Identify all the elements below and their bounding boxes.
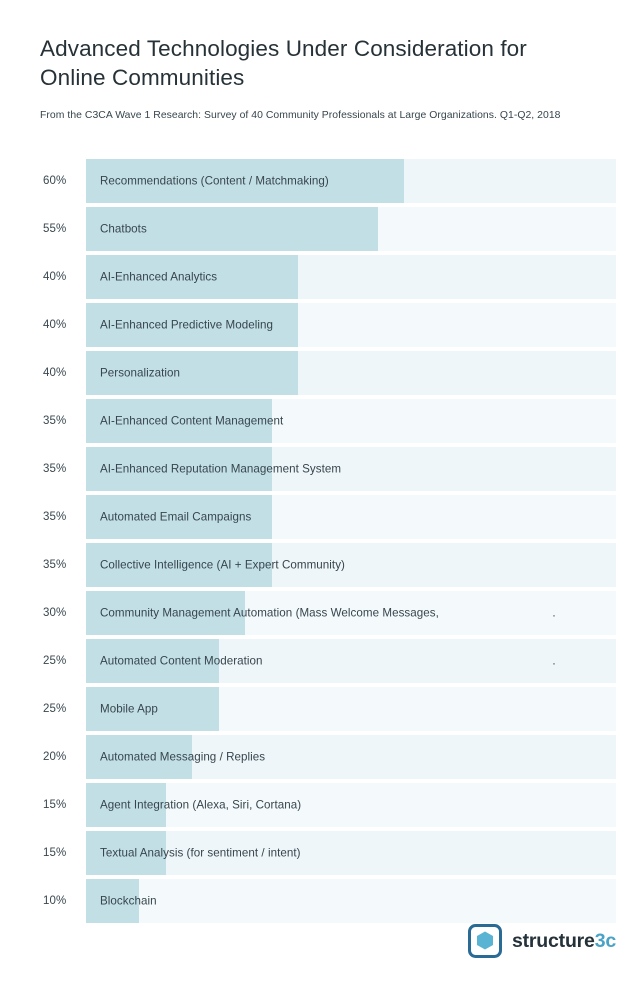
- chart-row: [40, 589, 616, 637]
- bar-track: [86, 351, 616, 395]
- chart-row: [40, 397, 616, 445]
- chart-row: [40, 157, 616, 205]
- chart-row: [40, 685, 616, 733]
- bar-value-label: 55%: [43, 223, 67, 235]
- bar-track: [86, 783, 616, 827]
- bar-category-label: Mobile App: [100, 702, 158, 716]
- bar-category-label: Personalization: [100, 366, 181, 380]
- bar-value-label: 30%: [43, 607, 67, 619]
- bar-value-label: 60%: [43, 175, 67, 187]
- chart-row: [40, 877, 616, 925]
- bar-category-label: Automated Content Moderation: [100, 654, 263, 668]
- chart-row: [40, 349, 616, 397]
- structure3c-logo-icon: [468, 924, 502, 958]
- row-annotation: .: [552, 654, 556, 668]
- bar-category-label: Automated Email Campaigns: [100, 510, 252, 524]
- bar-category-label: AI-Enhanced Reputation Management System: [100, 462, 342, 476]
- chart-row: [40, 829, 616, 877]
- bar-track: [86, 447, 616, 491]
- bar-track: [86, 159, 616, 203]
- bar-value-label: 40%: [43, 367, 67, 379]
- bar-value-label: 20%: [43, 751, 67, 763]
- chart-row: [40, 541, 616, 589]
- logo-word-structure: structure: [511, 929, 595, 952]
- chart-row: [40, 493, 616, 541]
- bar-track: [86, 495, 616, 539]
- bar-chart: [40, 157, 616, 925]
- chart-row: [40, 637, 616, 685]
- bar-value-label: 15%: [43, 847, 67, 859]
- bar-value-label: 40%: [43, 319, 67, 331]
- bar-track: [86, 687, 616, 731]
- bar-category-label: Agent Integration (Alexa, Siri, Cortana): [100, 798, 302, 812]
- bar-track: [86, 543, 616, 587]
- chart-row: [40, 445, 616, 493]
- bar-category-label: Recommendations (Content / Matchmaking): [100, 174, 329, 188]
- bar-value-label: 10%: [43, 895, 67, 907]
- row-annotation: .: [552, 606, 556, 620]
- bar-track: [86, 639, 616, 683]
- bar-value-label: 40%: [43, 271, 67, 283]
- bar-category-label: Chatbots: [100, 222, 147, 236]
- bar-value-label: 35%: [43, 559, 67, 571]
- chart-row: [40, 253, 616, 301]
- bar-track: [86, 399, 616, 443]
- bar-category-label: AI-Enhanced Predictive Modeling: [100, 318, 273, 332]
- bar-category-label: AI-Enhanced Content Management: [100, 414, 284, 428]
- footer-logo: [468, 924, 616, 958]
- chart-row: [40, 733, 616, 781]
- chart-row: [40, 301, 616, 349]
- bar-track: [86, 831, 616, 875]
- bar-value-label: 15%: [43, 799, 67, 811]
- logo-wordmark: [512, 930, 616, 953]
- bar-track: [86, 879, 616, 923]
- page-title: Advanced Technologies Under Consideration for Online Communities: [40, 36, 527, 90]
- bar-track: [86, 255, 616, 299]
- bar-category-label: Blockchain: [100, 894, 157, 908]
- bar-value-label: 35%: [43, 415, 67, 427]
- bar-value-label: 25%: [43, 655, 67, 667]
- bar-category-label: Collective Intelligence (AI + Expert Community): [100, 558, 345, 572]
- chart-row: [40, 781, 616, 829]
- chart-subtitle: From the C3CA Wave 1 Research: Survey of 40 Community Professionals at Large Organizations. Q1-Q2, 2018: [40, 110, 561, 121]
- chart-row: [40, 205, 616, 253]
- bar-track: [86, 207, 616, 251]
- bar-category-label: AI-Enhanced Analytics: [100, 270, 218, 284]
- bar-category-label: Community Management Automation (Mass Welcome Messages,: [100, 606, 439, 620]
- bar-value-label: 35%: [43, 463, 67, 475]
- bar-value-label: 25%: [43, 703, 67, 715]
- logo-word-3c: 3c: [594, 929, 616, 952]
- bar-track: [86, 735, 616, 779]
- bar-track: [86, 591, 616, 635]
- bar-track: [86, 303, 616, 347]
- bar-category-label: Automated Messaging / Replies: [100, 750, 266, 764]
- bar-value-label: 35%: [43, 511, 67, 523]
- bar-category-label: Textual Analysis (for sentiment / intent): [100, 846, 301, 860]
